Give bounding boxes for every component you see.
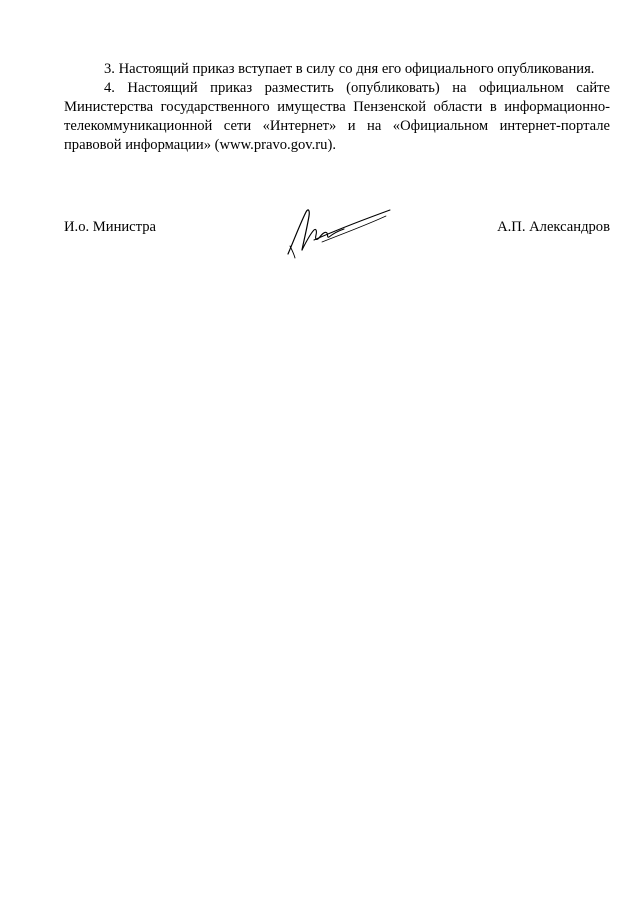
document-body xyxy=(64,60,610,155)
signature-block xyxy=(64,200,610,260)
paragraph-3: 3. Настоящий приказ вступает в силу со дня его официального опубликования. xyxy=(104,61,595,77)
paragraph-4: 4. Настоящий приказ разместить (опубликовать) на официальном сайте Министерства государственного имущества Пензенской области в информационно-телекоммуникационной сети «Интернет» и на «Официальном интернет-портале правовой информации» (www.pravo.gov.ru). xyxy=(64,80,610,153)
signatory-name: А.П. Александров xyxy=(497,219,610,235)
signatory-title: И.о. Министра xyxy=(64,219,156,235)
handwritten-signature xyxy=(282,200,394,260)
